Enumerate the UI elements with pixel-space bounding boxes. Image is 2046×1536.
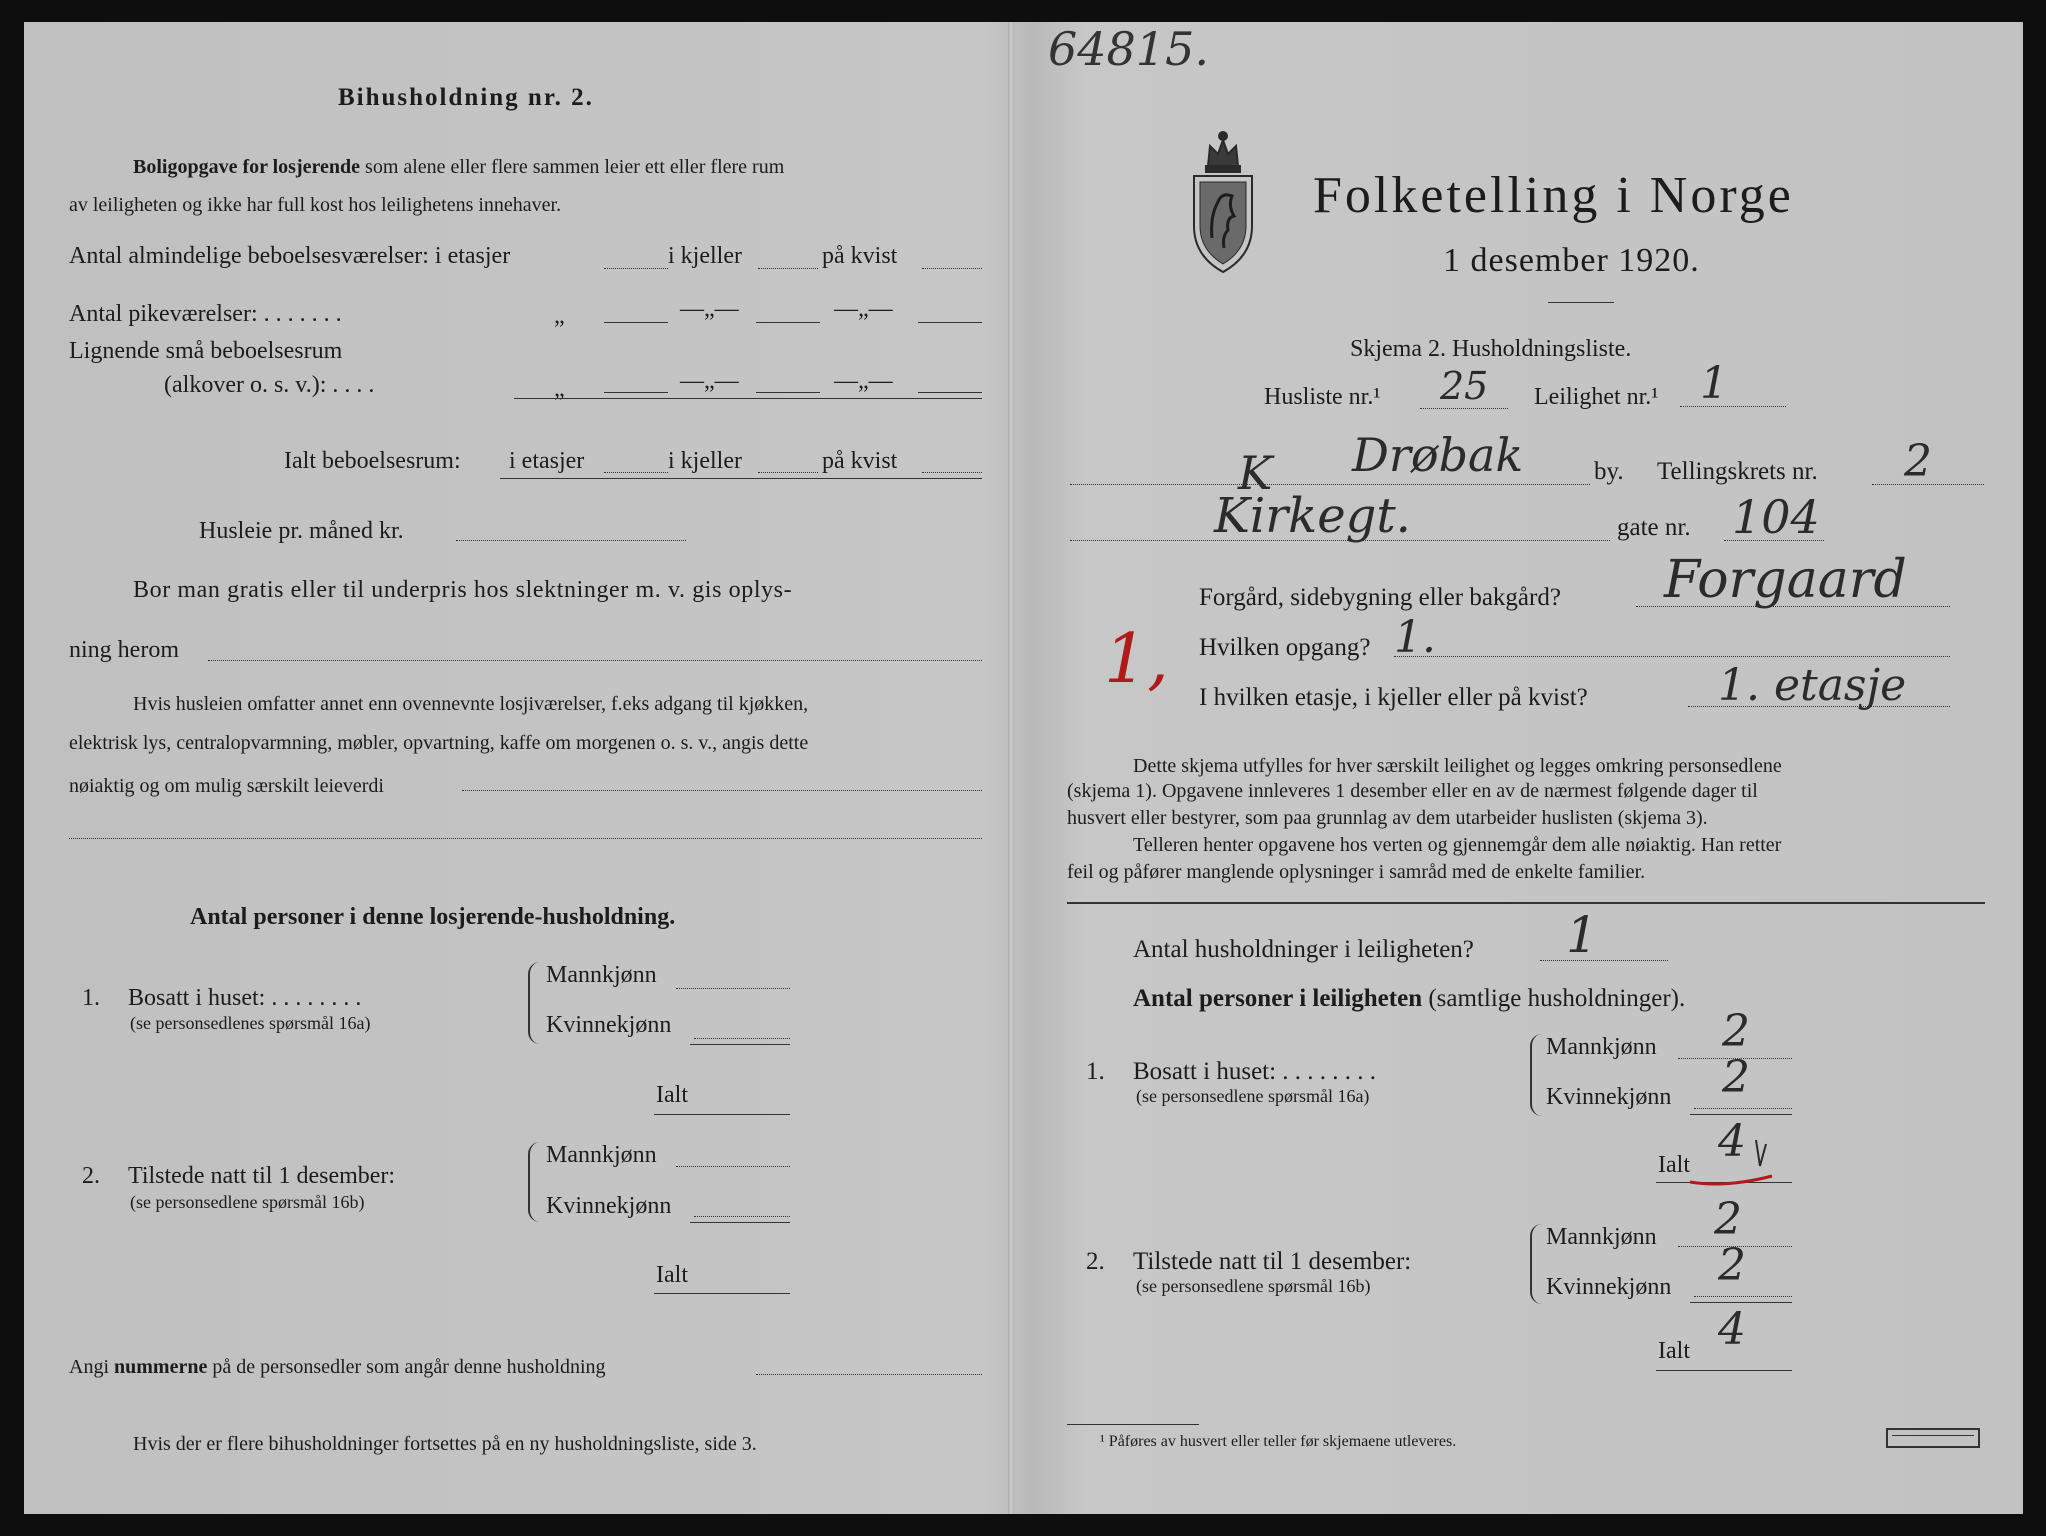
intro-rest: som alene eller flere sammen leier ett eller flere rum [365, 156, 785, 178]
small-ditto-3: —„— [834, 368, 893, 394]
angi-pre: Angi [69, 1356, 109, 1378]
pike-field-1[interactable] [604, 322, 668, 323]
left-q1-ialt-field[interactable] [654, 1114, 790, 1115]
info-line2: (skjema 1). Opgavene innleveres 1 desember eller en av de nærmest følgende dager til [1067, 780, 1758, 802]
footnote: ¹ Påføres av husvert eller teller før skjemaene utleveres. [1100, 1433, 1457, 1450]
angi-line [69, 1356, 606, 1379]
left-q1-label: Bosatt i huset: . . . . . . . . [128, 985, 362, 1011]
info-line5: feil og påfører manglende oplysninger i samråd med de enkelte familier. [1067, 861, 1646, 883]
left-q2-num: 2. [82, 1163, 100, 1189]
rent-label: Husleie pr. måned kr. [199, 518, 404, 544]
pike-ditto-1: „ [554, 303, 565, 329]
right-persons-title [1133, 985, 1685, 1013]
etasje-value[interactable]: 1. etasje [1718, 660, 1907, 711]
left-persons-title: Antal personer i denne losjerende-husholdning. [190, 904, 676, 930]
rent-field[interactable] [456, 540, 686, 541]
husholdninger-label: Antal husholdninger i leiligheten? [1133, 936, 1474, 963]
left-q1-female-rule [690, 1044, 790, 1045]
info-line1: Dette skjema utfylles for hver særskilt leilighet og legges omkring personsedlene [1133, 755, 1782, 777]
by-value[interactable]: Drøbak [1352, 428, 1524, 482]
forgard-field [1636, 606, 1950, 607]
left-q2-brace [528, 1142, 540, 1222]
left-q2-male-field[interactable] [676, 1166, 790, 1167]
ialt-kjeller-label: i kjeller [668, 448, 742, 474]
right-q1-total-value[interactable]: 4 [1718, 1116, 1746, 1167]
right-q1-female-rule [1690, 1114, 1792, 1115]
rooms-kjeller-field[interactable] [758, 268, 818, 269]
small-rooms-label-1: Lignende små beboelsesrum [69, 338, 343, 364]
right-q1-sub: (se personsedlene spørsmål 16a) [1136, 1086, 1370, 1106]
ialt-rooms-label: Ialt beboelsesrum: [284, 448, 461, 474]
small-field-1[interactable] [604, 392, 668, 393]
red-check-mark-icon [1686, 1130, 1776, 1192]
left-q1-male-field[interactable] [676, 988, 790, 989]
by-label: by. [1594, 458, 1624, 485]
husholdninger-field [1540, 960, 1668, 961]
left-intro-line2: av leiligheten og ikke har full kost hos leilighetens innehaver. [69, 194, 562, 216]
left-q1-male-label: Mannkjønn [546, 962, 657, 988]
etasje-label: I hvilken etasje, i kjeller eller på kvist? [1199, 684, 1588, 711]
right-title: Folketelling i Norge [1313, 167, 1794, 224]
free-text-line1: Bor man gratis eller til underpris hos slektninger m. v. gis oplys- [133, 577, 793, 603]
info-rule [1067, 902, 1985, 904]
free-text-line2: ning herom [69, 637, 179, 663]
left-intro-line1 [133, 156, 784, 179]
intro-bold: Boligopgave for losjerende [133, 156, 361, 178]
left-q1-num: 1. [82, 985, 100, 1011]
pike-field-3[interactable] [918, 322, 982, 323]
left-q2-female-field[interactable] [694, 1216, 790, 1217]
right-q2-label: Tilstede natt til 1 desember: [1133, 1248, 1412, 1275]
left-title: Bihusholdning nr. 2. [338, 84, 594, 111]
rent-includes-line1: Hvis husleien omfatter annet enn ovennevnte losjiværelser, f.eks adgang til kjøkken, [133, 693, 809, 715]
right-q1-female-label: Kvinnekjønn [1546, 1084, 1672, 1110]
right-q2-female-field [1694, 1296, 1792, 1297]
red-mark: 1, [1104, 620, 1169, 699]
husliste-value[interactable]: 25 [1440, 364, 1489, 408]
left-q2-label: Tilstede natt til 1 desember: [128, 1163, 396, 1189]
left-q2-sub: (se personsedlene spørsmål 16b) [130, 1192, 365, 1212]
right-q1-num: 1. [1086, 1058, 1105, 1085]
angi-rest: på de personsedler som angår denne husholdning [212, 1356, 606, 1378]
right-q2-female-rule [1690, 1302, 1792, 1303]
ialt-kvist-field[interactable] [922, 472, 982, 473]
leilighet-value[interactable]: 1 [1700, 358, 1728, 409]
right-q2-ialt-label: Ialt [1658, 1338, 1690, 1364]
info-line3: husvert eller bestyrer, som paa grunnlag av dem utarbeider huslisten (skjema 3). [1067, 807, 1708, 829]
ialt-etasjer-field[interactable] [604, 472, 668, 473]
skjema-label: Skjema 2. Husholdningsliste. [1350, 336, 1632, 362]
rent-includes-line3: nøiaktig og om mulig særskilt leieverdi [69, 775, 384, 797]
rooms-etasjer-field[interactable] [604, 268, 668, 269]
footnote-rule [1067, 1424, 1199, 1425]
rent-includes-field[interactable] [462, 790, 982, 791]
rooms-kjeller-label: i kjeller [668, 243, 742, 269]
right-q2-sub: (se personsedlene spørsmål 16b) [1136, 1276, 1371, 1296]
krets-value[interactable]: 2 [1904, 436, 1932, 487]
small-rooms-label-2: (alkover o. s. v.): . . . . [164, 372, 375, 398]
right-q1-label: Bosatt i huset: . . . . . . . . [1133, 1058, 1377, 1085]
left-q1-sub: (se personsedlenes spørsmål 16a) [130, 1013, 371, 1033]
pike-field-2[interactable] [756, 322, 820, 323]
small-rooms-underline [514, 398, 982, 399]
right-q2-total-value[interactable]: 4 [1718, 1304, 1746, 1355]
right-q2-male-value[interactable]: 2 [1714, 1194, 1742, 1245]
by-field [1070, 484, 1590, 485]
left-q1-female-label: Kvinnekjønn [546, 1012, 672, 1038]
husliste-label: Husliste nr.¹ [1264, 384, 1381, 410]
rent-includes-field-2[interactable] [69, 838, 982, 839]
street-value[interactable]: Kirkegt. [1214, 488, 1411, 544]
right-q1-brace [1530, 1034, 1542, 1116]
pike-label: Antal pikeværelser: . . . . . . . [69, 301, 342, 327]
leilighet-field [1680, 406, 1786, 407]
etasje-field [1688, 706, 1950, 707]
ialt-kvist-label: på kvist [822, 448, 898, 474]
angi-bold: nummerne [114, 1356, 208, 1378]
right-q2-brace [1530, 1224, 1542, 1304]
left-q2-female-label: Kvinnekjønn [546, 1193, 672, 1219]
left-q2-ialt-field[interactable] [654, 1293, 790, 1294]
right-persons-title-bold: Antal personer i leiligheten [1133, 985, 1423, 1012]
archive-number: 64815. [1048, 22, 1209, 76]
opgang-field [1394, 656, 1950, 657]
rooms-label: Antal almindelige beboelsesværelser: i etasjer [69, 243, 511, 269]
opgang-value[interactable]: 1. [1394, 612, 1436, 663]
right-q1-female-value[interactable]: 2 [1722, 1052, 1750, 1103]
left-q2-ialt-label: Ialt [656, 1262, 688, 1288]
small-field-3[interactable] [918, 392, 982, 393]
street-field [1070, 540, 1610, 541]
left-q2-female-rule [690, 1222, 790, 1223]
right-date: 1 desember 1920. [1443, 242, 1700, 279]
right-q1-male-value[interactable]: 2 [1722, 1006, 1750, 1057]
right-q2-female-value[interactable]: 2 [1718, 1240, 1746, 1291]
angi-field[interactable] [756, 1374, 982, 1375]
krets-field [1872, 484, 1984, 485]
forgard-value[interactable]: Forgaard [1664, 550, 1907, 610]
right-q2-ialt-field [1656, 1370, 1792, 1371]
left-footer: Hvis der er flere bihusholdninger fortsettes på en ny husholdningsliste, side 3. [133, 1433, 757, 1455]
opgang-label: Hvilken opgang? [1199, 634, 1371, 661]
left-q1-female-field[interactable] [694, 1038, 790, 1039]
right-q1-female-field [1694, 1108, 1792, 1109]
right-q2-male-label: Mannkjønn [1546, 1224, 1657, 1250]
ialt-etasjer-label: i etasjer [509, 448, 585, 474]
small-ditto-2: —„— [680, 368, 739, 394]
rent-includes-line2: elektrisk lys, centralopvarmning, møbler, opvartning, kaffe om morgenen o. s. v., angis dette [69, 732, 809, 754]
husliste-field [1420, 408, 1508, 409]
by-prefix: K [1238, 446, 1273, 500]
husholdninger-value[interactable]: 1 [1566, 906, 1598, 964]
small-field-2[interactable] [756, 392, 820, 393]
right-q1-ialt-label: Ialt [1658, 1152, 1690, 1178]
left-q2-male-label: Mannkjønn [546, 1142, 657, 1168]
page-fold [1008, 22, 1014, 1514]
free-text-field[interactable] [208, 660, 982, 661]
forgard-label: Forgård, sidebygning eller bakgård? [1199, 584, 1561, 611]
gate-field [1724, 540, 1824, 541]
left-q1-brace [528, 962, 540, 1044]
right-q2-num: 2. [1086, 1248, 1105, 1275]
small-ditto-1: „ [554, 376, 565, 402]
pike-ditto-3: —„— [834, 296, 893, 322]
right-q1-male-label: Mannkjønn [1546, 1034, 1657, 1060]
right-persons-title-rest: (samtlige husholdninger). [1428, 985, 1686, 1012]
gate-label: gate nr. [1617, 514, 1691, 541]
info-line4: Telleren henter opgavene hos verten og gjennemgår dem alle nøiaktig. Han retter [1133, 834, 1782, 856]
norway-coat-of-arms-icon [1188, 126, 1258, 276]
left-q1-ialt-label: Ialt [656, 1082, 688, 1108]
ialt-kjeller-field[interactable] [758, 472, 818, 473]
printer-stamp [1886, 1428, 1980, 1448]
rooms-kvist-label: på kvist [822, 243, 898, 269]
leilighet-label: Leilighet nr.¹ [1534, 384, 1659, 410]
title-rule [1548, 302, 1614, 303]
right-q2-female-label: Kvinnekjønn [1546, 1274, 1672, 1300]
gate-value[interactable]: 104 [1732, 490, 1820, 544]
rooms-kvist-field[interactable] [922, 268, 982, 269]
krets-label: Tellingskrets nr. [1657, 458, 1818, 485]
ialt-rooms-underline [500, 478, 982, 479]
pike-ditto-2: —„— [680, 296, 739, 322]
